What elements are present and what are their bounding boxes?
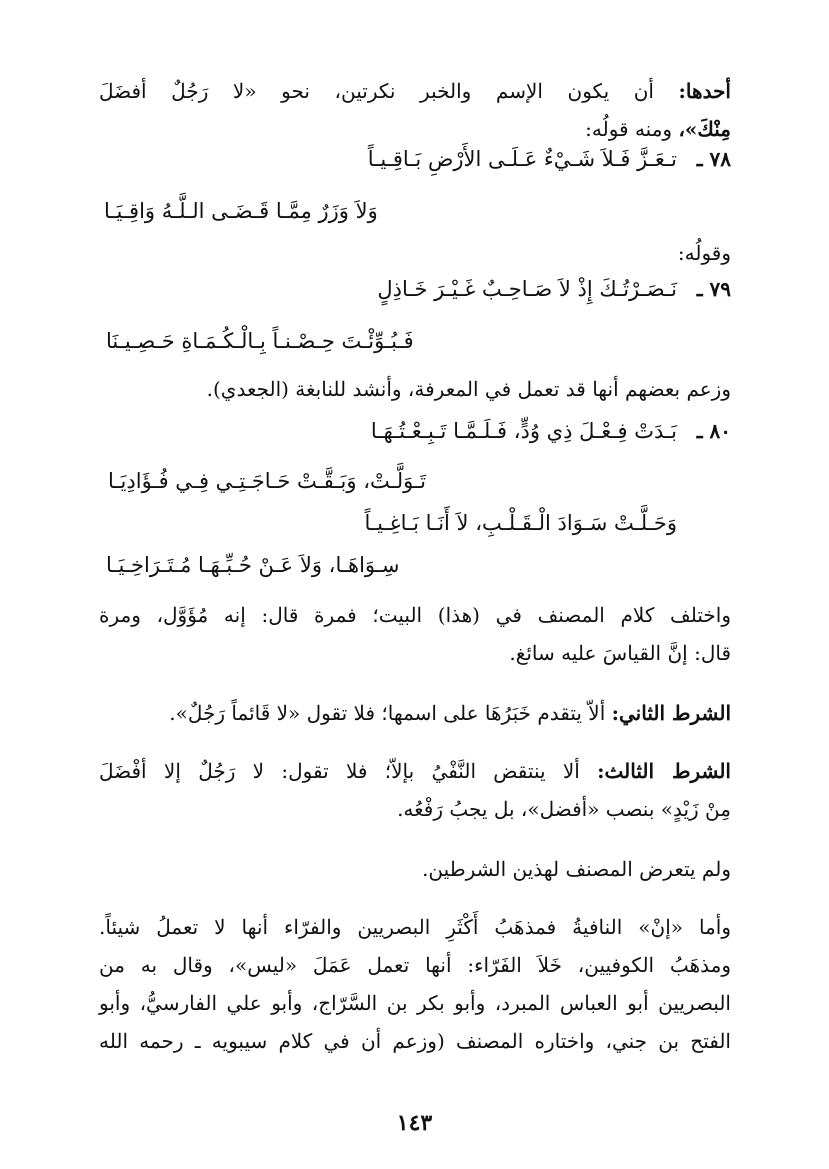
verse-79-number: ٧٩ ـ bbox=[696, 277, 731, 301]
paragraph-5-line-1: وأما «إنْ» النافيةُ فمذهَبُ أَكْثَرِ البصريين والفرّاء أنها لا تعملُ شيئاً. bbox=[99, 915, 731, 939]
verse-78-hemistich-1: تـعَـزَّ فَـلاَ شَـيْءٌ عَـلَـى الأَرْضِ بَـاقِـيـاً bbox=[367, 147, 677, 171]
paragraph-1-line-2 bbox=[99, 114, 731, 144]
verse-79-hemistich-1: نَـصَـرْتُـكَ إِذْ لاَ صَـاحِـبٌ غَـيْـرَ خَـاذِلٍ bbox=[377, 277, 677, 301]
condition-3-line-2: مِنْ زَيْدٍ» بنصب «أفضل»، بل يجبُ رَفْعُه. bbox=[397, 797, 731, 821]
verse-80-line-2: تَـوَلَّـتْ، وَبَـقَّـتْ حَـاجَـتِـي فِـي فُـؤَادِيَـا bbox=[108, 469, 427, 493]
paragraph-1-line-1 bbox=[99, 76, 731, 106]
page-number: ١٤٣ bbox=[396, 1110, 433, 1136]
paragraph-2: وزعم بعضهم أنها قد تعمل في المعرفة، وأنشد للنابغة (الجعدي). bbox=[206, 377, 731, 401]
verse-80-line-3: وَحَـلَّـتْ سَـوَادَ الْـقَـلْـبِ، لاَ أَنَـا بَـاغِـيـاً bbox=[364, 511, 677, 535]
paragraph-5-line-2: ومذهَبُ الكوفيين، خَلاَ الفَرّاء: أنها تعمل عَمَلَ «ليس»، وقال به من bbox=[99, 953, 731, 977]
first-condition-label: أحدها: bbox=[678, 79, 731, 103]
paragraph-3-line-1: واختلف كلام المصنف في (هذا) البيت؛ فمرة قال: إنه مُؤَوَّل، ومرة bbox=[99, 603, 731, 627]
verse-80-line-1: بَـدَتْ فِـعْـلَ ذِي وُدٍّ، فَـلَـمَّـا تَـبِـعْـتُـهَـا bbox=[370, 419, 677, 443]
condition-2-text: ألاّ يتقدم خَبَرُهَا على اسمها؛ فلا تقول «لا قَائماً رَجُلٌ». bbox=[169, 701, 606, 725]
verse-80-number: ٨٠ ـ bbox=[696, 419, 731, 443]
condition-2 bbox=[99, 698, 731, 728]
verse-80-line-4: سِـوَاهَـا، وَلاَ عَـنْ حُـبِّـهَـا مُـتَـرَاخِـيَـا bbox=[106, 553, 400, 577]
paragraph-4: ولم يتعرض المصنف لهذين الشرطين. bbox=[422, 857, 731, 881]
condition-3-label: الشرط الثالث: bbox=[597, 759, 731, 783]
example-phrase: مِنْكَ»، bbox=[678, 117, 731, 141]
verse-79-intro: وقولُه: bbox=[677, 241, 731, 265]
paragraph-3-line-2: قال: إنَّ القياسَ عليه سائغ. bbox=[509, 641, 731, 665]
verse-78-hemistich-2: وَلاَ وَزَرٌ مِمَّـا قَـضَـى الـلَّـهُ وَاقِـيَـا bbox=[104, 199, 378, 223]
condition-3-line-1 bbox=[99, 756, 731, 786]
verse-78-number: ٧٨ ـ bbox=[696, 147, 731, 171]
condition-3-text: ألا ينتقض النَّفْيُ بإلاّ؛ فلا تقول: لا رَجُلٌ إلا أفْضَلَ bbox=[99, 759, 580, 783]
condition-2-label: الشرط الثاني: bbox=[611, 701, 731, 725]
first-condition-text: أن يكون الإسم والخبر نكرتين، نحو «لا رَجُلٌ أفضَلَ bbox=[99, 79, 654, 103]
paragraph-1-line-2-text: ومنه قولُه: bbox=[585, 117, 673, 141]
paragraph-5-line-4: الفتح بن جني، واختاره المصنف (وزعم أن في كلام سيبويه ـ رحمه الله bbox=[99, 1029, 731, 1053]
paragraph-5-line-3: البصريين أبو العباس المبرد، وأبو بكر بن السَّرّاج، وأبو علي الفارسيُّ، وأبو bbox=[99, 991, 731, 1015]
verse-79-hemistich-2: فَـبُـوِّئْـتَ حِـصْـنـاً بِـالْـكُـمَـاةِ حَـصِـيـنَا bbox=[106, 329, 414, 353]
